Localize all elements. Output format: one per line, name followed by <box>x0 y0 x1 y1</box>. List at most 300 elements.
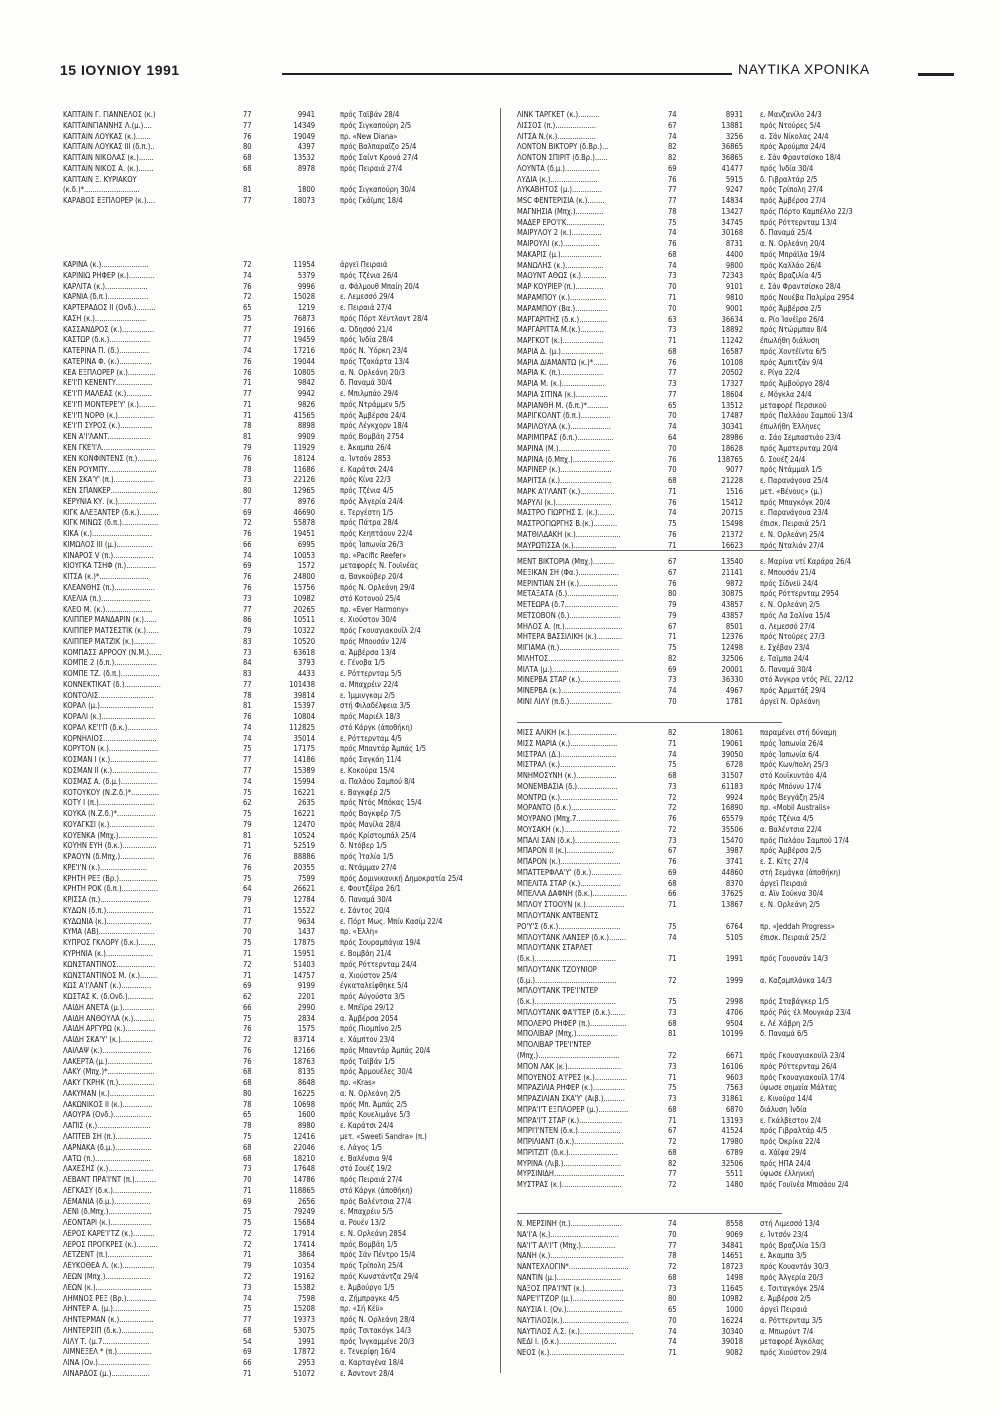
position-note: πρ. «Jeddah Progress» <box>760 921 835 931</box>
build-year: 74 <box>668 1326 677 1336</box>
position-note: πρός Ν. Ορλεάνη 29/4 <box>340 582 415 592</box>
ship-name: ΜΑΓΝΗΣΙΑ (Μπχ.)............. <box>517 206 604 216</box>
tonnage: 10805 <box>293 367 315 377</box>
position-note: πρός Άμβέρσα 24/4 <box>340 410 406 420</box>
tonnage: 11686 <box>293 464 315 474</box>
position-note: πρός Κρίστομπάλ 25/4 <box>340 830 417 840</box>
issue-date: 15 ΙΟΥΝΙΟΥ 1991 <box>60 62 180 78</box>
position-note: πρ. «Έλλη» <box>340 927 379 937</box>
build-year: 74 <box>668 131 677 141</box>
ship-name: ΛΑΚΕΡΤΑ (μ.)..................... <box>63 1056 153 1066</box>
position-note: ε. Σάν Φραντσίσκο 18/4 <box>760 153 841 163</box>
build-year: 73 <box>668 835 677 845</box>
ship-name: ΛΕΥΚΟΘΕΑ Λ. (κ.)............... <box>63 1261 155 1271</box>
build-year: 82 <box>668 653 677 663</box>
tonnage: 15470 <box>721 835 743 845</box>
ship-name: ΜΠΑΡΟΝ ΙΙ (κ.)...................... <box>517 846 614 856</box>
tonnage: 7563 <box>725 1083 743 1093</box>
ship-name: ΜΑΡΙΜΠΡΑΣ (δ.π.)................. <box>517 432 614 442</box>
position-note: ε. Ν. Ορλεάνη 2/5 <box>760 600 820 610</box>
position-note: πρός Ρόττερνταμ 2954 <box>760 589 839 599</box>
position-note: διάλυση Ίνδία <box>760 1104 807 1114</box>
build-year: 75 <box>668 217 677 227</box>
position-note: πρός Ταϊβάν 28/4 <box>340 110 400 119</box>
tonnage: 83714 <box>293 1035 315 1045</box>
ship-name: ΜΟΝΕΜΒΑΣΙΑ (δ.)................... <box>517 781 618 791</box>
tonnage: 15028 <box>293 292 315 302</box>
ship-name: ΜΠΡΙ'Ι'ΝΤΕΝ (δ.κ.).................... <box>517 1126 621 1136</box>
tonnage: 6995 <box>297 539 315 549</box>
build-year: 80 <box>243 142 252 152</box>
tonnage: 2635 <box>297 798 315 808</box>
build-year: 77 <box>668 185 677 195</box>
ship-name: ΚΕΑ ΕΞΠΛΟΡΕΡ (κ.)............. <box>63 367 156 377</box>
position-note: πρός Λα Σαλίνα 15/4 <box>760 610 831 620</box>
tonnage: 15522 <box>293 905 315 915</box>
position-note: πρός Βαγκφέρ 7/5 <box>340 809 402 819</box>
tonnage: 35506 <box>721 824 743 834</box>
build-year: 71 <box>243 399 252 409</box>
tonnage: 9247 <box>725 185 743 195</box>
position-note: πρός Γκουαγιακουΐλ 23/4 <box>760 1050 846 1060</box>
build-year: 74 <box>668 508 677 518</box>
ship-name: ΜΠΑΛΙ ΣΑΝ (δ.κ.)..................... <box>517 835 620 845</box>
ship-name: ΛΙΛΥ Τ. (μ.7...................... <box>63 1336 150 1346</box>
tonnage: 37625 <box>721 889 743 899</box>
position-note: α. Χιούστον 25/4 <box>340 970 398 980</box>
tonnage: 10982 <box>721 1294 743 1304</box>
position-note: α. Ρίο Ίανέϊρο 26/4 <box>760 314 824 324</box>
position-note: πρός Ντούρες 5/4 <box>760 120 821 130</box>
position-note: α. Άμβέρσα 2054 <box>340 1013 398 1023</box>
tonnage: 14786 <box>293 1175 315 1185</box>
build-year: 77 <box>243 765 252 775</box>
ship-name: ΚΑΠΤΑΙΝΓΙΑΝΝΗΣ Λ.(μ.).... <box>63 120 152 130</box>
build-year: 75 <box>668 997 677 1007</box>
position-note: δ. Παναμά 6/5 <box>760 1029 808 1039</box>
position-note: πρός Μπράϊλα 19/4 <box>760 249 826 259</box>
build-year: 82 <box>668 728 677 737</box>
build-year: 74 <box>243 346 252 356</box>
position-note: πρός Τζακάρτα 13/4 <box>340 356 410 366</box>
position-note: ε. Σ. Κίτς 27/4 <box>760 857 809 867</box>
ship-name: ΛΑΤΩ (π.).......................... <box>63 1153 151 1163</box>
position-note: πρός Πιομπίνο 2/5 <box>340 1024 402 1034</box>
position-note: ε. Σάν Φραντσίσκο 28/4 <box>760 282 841 292</box>
build-year: 77 <box>243 324 252 334</box>
build-year: 67 <box>668 567 677 577</box>
tonnage: 17648 <box>293 1164 315 1174</box>
build-year: 76 <box>243 1024 252 1034</box>
position-note: πρός Βαλέντσια 27/4 <box>340 1196 412 1206</box>
position-note: στό Άνγκρα ντός Ρέϊ, 22/12 <box>760 675 854 685</box>
tonnage: 1572 <box>297 561 315 571</box>
tonnage: 2953 <box>297 1358 315 1368</box>
tonnage: 43857 <box>721 610 743 620</box>
build-year: 70 <box>668 443 677 453</box>
build-year: 79 <box>243 626 252 636</box>
ship-name: ΜΟΥΣΑΚΗ (κ.).......................... <box>517 824 620 834</box>
tonnage: 26621 <box>293 884 315 894</box>
build-year: 76 <box>668 174 677 184</box>
ship-name: ΜΠΡΑΖΙΛΙΑΝ ΣΚΑ'Υ' (Αιβ.).......... <box>517 1094 625 1104</box>
tonnage: 9872 <box>725 578 743 588</box>
build-year: 73 <box>243 647 252 657</box>
build-year: 72 <box>243 260 252 269</box>
ship-name: ΜΠΕΛΙΤΑ ΣΤΑΡ (κ.)................... <box>517 878 621 888</box>
ship-name: ΛΕΡΟΣ ΚΑΡΕ'Ι'ΤΖ (κ.).......... <box>63 1228 155 1238</box>
build-year: 73 <box>668 1283 677 1293</box>
build-year: 69 <box>243 507 252 517</box>
build-year: 68 <box>668 771 677 781</box>
ship-name: ΚΑΡΑΒΟΣ ΕΞΠΛΟΡΕΡ (κ.).... <box>63 196 156 206</box>
ship-name: ΜΟΝΤΡΩ (κ.)........................... <box>517 792 618 802</box>
ship-name: ΛΑΡΝΑΚΑ (δ.μ.)................. <box>63 1142 152 1152</box>
ship-name: ΚΛΙΠΠΕΡ ΜΑΤΖΙΚ (κ.).......... <box>63 636 156 646</box>
ship-name: ΛΑΚΥ ΓΚΡΗΚ (π.)................. <box>63 1078 155 1088</box>
header-rule <box>282 73 732 75</box>
ship-name: ΚΙΟΥΓΚΑ ΤΣΗΦ (π.).............. <box>63 561 157 571</box>
tonnage: 36865 <box>721 153 743 163</box>
ship-name: ΜΑΡΙΑ Δ. (μ.).................... <box>517 346 604 356</box>
tonnage: 3793 <box>297 658 315 668</box>
tonnage: 13427 <box>721 206 743 216</box>
position-note: πρός Σίδνεϋ 24/4 <box>760 578 818 588</box>
tonnage: 9634 <box>297 916 315 926</box>
ship-name: ΛΥΔΙΑ (κ.)...................... <box>517 174 598 184</box>
tonnage: 10108 <box>721 357 743 367</box>
build-year: 72 <box>668 792 677 802</box>
tonnage: 16221 <box>293 809 315 819</box>
build-year: 68 <box>668 1272 677 1282</box>
position-note: πρός Μπουσάν 12/4 <box>340 636 407 646</box>
build-year: 71 <box>243 905 252 915</box>
ship-name: ΜΑΟΥΝΤ ΑΘΩΣ (κ.)............ <box>517 271 607 281</box>
publication-title: ΝΑΥΤΙΚΑ ΧΡΟΝΙΚΑ <box>738 61 870 77</box>
tonnage: 10698 <box>293 1099 315 1109</box>
ship-name: ΛΑΚΩΝΙΚΟΣ ΙΙ (κ.).............. <box>63 1099 153 1109</box>
ship-name: ΜΑΡ ΚΟΥΡΙΕΡ (π.)............. <box>517 282 604 292</box>
tonnage: 12784 <box>293 895 315 905</box>
tonnage: 1781 <box>725 696 743 706</box>
position-note: πρός Σαγκάη 11/4 <box>340 755 402 765</box>
tonnage: 15994 <box>293 776 315 786</box>
tonnage: 8978 <box>297 163 315 173</box>
build-year: 81 <box>243 830 252 840</box>
ship-name: ΜΕΞΙΚΑΝ ΣΗ (Φα.)................... <box>517 567 619 577</box>
position-note: πρός Μπ. Άμπάς 2/5 <box>340 1099 408 1109</box>
ship-name: ΛΗΝΤΕΡΜΑΝ (κ.)................ <box>63 1315 154 1325</box>
tonnage: 16221 <box>293 787 315 797</box>
ship-name: ΚΟΣΜΑΣ Α. (δ.μ.)................. <box>63 776 158 786</box>
tonnage: 18061 <box>721 728 743 737</box>
tonnage: 41477 <box>721 163 743 173</box>
position-note: ε. Ν. Ορλεάνη 2854 <box>340 1228 407 1238</box>
position-note: ε. Βαγκφέρ 2/5 <box>340 787 391 797</box>
ship-name: (Μπχ.)...................................... <box>517 1050 620 1060</box>
tonnage: 1437 <box>297 927 315 937</box>
position-note: πρός Μαριέλ 18/3 <box>340 712 401 722</box>
position-note: πρός Ίνδία 28/4 <box>340 335 394 345</box>
ship-name: ΝΑΝΤΕΧΛΟΓΙΝ*............................ <box>517 1262 629 1272</box>
tonnage: 4706 <box>725 1007 743 1017</box>
position-note: πρός Πάτρα 28/4 <box>340 518 399 528</box>
position-note: στό Κάργκ (άποθήκη) <box>340 1185 413 1195</box>
build-year: 74 <box>668 1337 677 1347</box>
build-year: 71 <box>668 336 677 346</box>
ship-name: ΛΕΓΚΑΣΥ (δ.κ.).................. <box>63 1185 152 1195</box>
ship-name: ΜΙΣΤΡΑΛ (κ.).......................... <box>517 760 616 770</box>
ship-name: ΜΠΡΙΛΙΑΝΤ (δ.κ.)....................... <box>517 1137 624 1147</box>
position-note: στή Φιλαδέλφεια 3/5 <box>340 701 411 711</box>
position-note: πρός Όκρίκα 22/4 <box>760 1137 821 1147</box>
ship-name: ΚΕ'Ι'Π ΜΟΝΤΕΡΕ'Υ' (κ.)........ <box>63 399 156 409</box>
build-year: 73 <box>668 1061 677 1071</box>
position-note: πρός Τζένια 4/5 <box>340 486 394 496</box>
build-year: 74 <box>243 722 252 732</box>
tonnage: 13532 <box>293 153 315 163</box>
tonnage: 22126 <box>293 475 315 485</box>
ship-name: ΚΟΜΠΕ ΤΖ. (δ.π.).................. <box>63 669 160 679</box>
build-year: 68 <box>243 1067 252 1077</box>
ship-name: ΜΙΓΙΑΜΑ (π.)............................ <box>517 643 620 653</box>
position-note: πρός Κωνστάντζα 29/4 <box>340 1271 419 1281</box>
ship-name: ΚΥΔΩΝ (δ.π.)...................... <box>63 905 154 915</box>
position-note: μεταφορέ Περσικοῦ <box>760 400 827 410</box>
tonnage: 9924 <box>725 792 743 802</box>
ship-name: ΛΑΙΔΗ ΑΡΓΥΡΩ (κ.).............. <box>63 1024 156 1034</box>
ship-name: ΚΕΝ ΓΚΕ'Ι'Λ......................... <box>63 443 156 453</box>
build-year: 72 <box>668 1262 677 1272</box>
position-note: πρός Σαίντ Κρουά 27/4 <box>340 153 419 163</box>
build-year: 76 <box>668 497 677 507</box>
build-year: 70 <box>668 411 677 421</box>
tonnage: 9199 <box>297 981 315 991</box>
ship-name: ΝΑ'Ι'Τ ΑΛ'Ι'Τ (Μπχ.)................ <box>517 1240 616 1250</box>
ship-name: ΜΠΟΛΙΒΑΡ (Μπχ.)................... <box>517 1029 618 1039</box>
ship-name: ΛΑΠΙΣ (κ.)......................... <box>63 1121 151 1131</box>
build-year: 71 <box>668 954 677 964</box>
tonnage: 10199 <box>721 1029 743 1039</box>
position-note: ύψωσε έλληνική <box>760 1169 815 1179</box>
build-year: 75 <box>243 1132 252 1142</box>
build-year: 76 <box>243 852 252 862</box>
build-year: 77 <box>668 368 677 378</box>
build-year: 77 <box>243 110 252 119</box>
ship-name: ΚΟΝΝΕΚΤΙΚΑΤ (δ.)................. <box>63 679 161 689</box>
tonnage: 53075 <box>293 1325 315 1335</box>
ship-name: ΚΥΜΑ (ΑΒ).......................... <box>63 927 155 937</box>
build-year: 78 <box>243 1121 252 1131</box>
ship-name: ΛΑΙΔΗ ΑΝΕΤΑ (μ.)............... <box>63 1002 155 1012</box>
ship-name: ΚΟΣΜΑΝ Ι (κ.)...................... <box>63 755 158 765</box>
build-year: 83 <box>243 636 252 646</box>
ship-name: ΜΥΡΙΝΑ (Λιβ.)........................... <box>517 1158 622 1168</box>
build-year: 75 <box>243 1013 252 1023</box>
position-note: πρός Ταϊβάν 1/5 <box>340 1056 395 1066</box>
ship-name: ΜΑΡΙΤΣΑ (κ.)........................ <box>517 476 612 486</box>
tonnage: 19162 <box>293 1271 315 1281</box>
position-note: πρός Χιούστον 29/4 <box>760 1348 828 1358</box>
ship-name: ΜΕΤΣΟΒΟΝ (δ.)........................ <box>517 610 621 620</box>
position-note: πρ. «Pacific Reefer» <box>340 550 407 560</box>
build-year: 80 <box>243 486 252 496</box>
position-note: α. Μπαχρέιν 22/4 <box>340 679 399 689</box>
position-note: πρός Γιβραλτάρ 4/5 <box>760 1126 828 1136</box>
tonnage: 16890 <box>721 803 743 813</box>
build-year: 77 <box>243 604 252 614</box>
position-note: ε. Καράτσι 24/4 <box>340 1121 394 1131</box>
tonnage: 13193 <box>721 1115 743 1125</box>
tonnage: 4400 <box>725 249 743 259</box>
ship-name: ΚΕΝ ΡΟΥΜΠΥ....................... <box>63 464 157 474</box>
build-year: 82 <box>668 142 677 152</box>
tonnage: 19451 <box>293 529 315 539</box>
build-year: 77 <box>243 496 252 506</box>
position-note: πρός Βραζιλία 15/3 <box>760 1240 826 1250</box>
tonnage: 4433 <box>297 669 315 679</box>
position-note: ε. Λεμεσσό 29/4 <box>340 292 395 302</box>
build-year: 71 <box>243 378 252 388</box>
position-note: στό Κοτονού 25/4 <box>340 593 401 603</box>
ship-name: ΚΟΣΜΑΝ ΙΙ (κ.)..................... <box>63 765 158 775</box>
build-year: 62 <box>243 992 252 1002</box>
tonnage: 15951 <box>293 949 315 958</box>
position-note: έπισκ. Πειραιά 25/1 <box>760 519 827 529</box>
position-note: πρός Γκάϊμπς 18/4 <box>340 196 403 206</box>
ship-name: ΜΠΛΟΥΤΑΝΚ ΤΖΟΥΝΙΟΡ <box>517 964 597 974</box>
position-note: ε. Ν. Ορλεάνη 2/5 <box>760 900 820 910</box>
build-year: 75 <box>668 643 677 653</box>
ship-name: ΜΙΣΣ ΜΑΡΙΑ (κ.)...................... <box>517 738 618 748</box>
position-note: ε. Παρανάγουα 23/4 <box>760 508 829 518</box>
build-year: 76 <box>668 239 677 249</box>
tonnage: 14757 <box>293 970 315 980</box>
ship-name: ΚΛΕΑΝΘΗΣ (π.)................... <box>63 582 155 592</box>
build-year: 68 <box>668 476 677 486</box>
tonnage: 7599 <box>297 873 315 883</box>
ship-name: (δ.κ.)...................................... <box>517 954 617 964</box>
ship-name: ΜΕΝΤ ΒΙΚΤΟΡΙΑ (Μπχ.).......... <box>517 557 615 566</box>
position-note: α. Ρουέν 13/2 <box>340 1218 386 1228</box>
position-note: α. Ν. Ορλεάνη 20/4 <box>760 239 826 249</box>
ship-name: ΚΕΡΥΝΙΑ ΚΥ. (κ.).................. <box>63 496 157 506</box>
build-year: 71 <box>668 900 677 910</box>
ship-name: ΛΑΙΔΗ ΑΝΘΟΥΛΑ (κ.).......... <box>63 1013 155 1023</box>
tonnage: 31507 <box>721 771 743 781</box>
ship-name: ΜΑΡΙΑ ΔΙΑΜΑΝΤΩ (κ.)*....... <box>517 357 609 367</box>
ship-name: ΛΟΝΤΟΝ ΣΠΙΡΙΤ (δ.Βρ.)...... <box>517 153 608 163</box>
position-note: ε. Άκαμπα 26/4 <box>340 443 392 453</box>
ship-name: ΝΑΥΤΙΛΟΣ(κ.)............................... <box>517 1315 629 1325</box>
build-year: 72 <box>243 959 252 969</box>
tonnage: 2656 <box>297 1196 315 1206</box>
build-year: 74 <box>243 733 252 743</box>
build-year: 68 <box>668 1018 677 1028</box>
ship-name: ΚΑΤΕΡΙΝΑ Π. (δ.).............. <box>63 346 150 356</box>
ship-name: ΜΑΡΙΝΑ (Μ.)........................ <box>517 443 610 453</box>
position-note: πρός Κων/πολη 25/3 <box>760 760 829 770</box>
position-note: πρός Ίαπωνία 6/4 <box>760 749 819 759</box>
ship-name: ΜΑΡΑΜΠΟΥ (Βα.)............... <box>517 303 608 313</box>
ship-name: ΜΠΑΡΟΝ (κ.)............................ <box>517 857 621 867</box>
ship-name: ΚΩΝΣΤΑΝΤΙΝΟΣ.................. <box>63 959 155 969</box>
tonnage: 20715 <box>721 508 743 518</box>
tonnage: 17216 <box>293 346 315 356</box>
build-year: 74 <box>243 550 252 560</box>
build-year: 71 <box>668 1072 677 1082</box>
tonnage: 55878 <box>293 518 315 528</box>
ship-name: ΜΠΛΟΥ ΣΤΟΟΥΝ (κ.).................. <box>517 900 625 910</box>
ship-name: ΛΕΟΝΤΑΡΙ (κ.)................... <box>63 1218 152 1228</box>
build-year: 70 <box>243 927 252 937</box>
tonnage: 43857 <box>721 600 743 610</box>
build-year: 78 <box>243 421 252 431</box>
build-year: 71 <box>668 540 677 550</box>
tonnage: 13512 <box>721 400 743 410</box>
tonnage: 30341 <box>721 422 743 432</box>
tonnage: 16225 <box>293 1088 315 1098</box>
position-note: ε. Κινούρα 14/4 <box>760 1094 813 1104</box>
position-note: πρός ΗΠΑ 24/4 <box>760 1158 811 1168</box>
position-note: α. Βαλέντσια 22/4 <box>760 824 822 834</box>
position-note: α. Μπωρύντ 7/4 <box>760 1326 814 1336</box>
ship-name: ΡΟ'Υ'Σ (δ.κ.)............................. <box>517 921 621 931</box>
position-note: πρός Τρίπολη 27/4 <box>760 185 824 195</box>
build-year: 72 <box>668 1050 677 1060</box>
build-year: 66 <box>668 889 677 899</box>
ship-name: ΜΙΣΣ ΑΛΙΚΗ (κ.)...................... <box>517 728 617 737</box>
position-note: α. Ν. Ορλεάνη 20/3 <box>340 367 406 377</box>
ship-name: ΚΟΝΤΟΛΙΣ.......................... <box>63 690 154 700</box>
position-note: πρός Παλάου Σαμπού 17/4 <box>760 835 850 845</box>
build-year: 75 <box>668 921 677 931</box>
position-note: ε. Λάγος 1/5 <box>340 1142 383 1152</box>
build-year: 74 <box>668 686 677 696</box>
position-note: α. Αϊν Σούκνα 30/4 <box>760 889 824 899</box>
ship-name: ΚΡΕ'Ι'Ν (κ.)...................... <box>63 862 148 872</box>
ship-name: ΚΑΣΗ (κ.)........................ <box>63 313 147 323</box>
tonnage: 15412 <box>721 497 743 507</box>
tonnage: 9996 <box>297 281 315 291</box>
position-note: έπωλήθη Έλληνες <box>760 422 821 432</box>
build-year: 76 <box>243 572 252 582</box>
ship-name: ΚΛΙΠΠΕΡ ΜΑΤΣΕΣΤΙΚ (κ.)...... <box>63 626 159 636</box>
position-note: μεταφορές Ν. Γουϊνέας <box>340 561 419 571</box>
tonnage: 9077 <box>725 465 743 475</box>
build-year: 72 <box>668 803 677 813</box>
build-year: 76 <box>668 578 677 588</box>
position-note: πρός Νουέβα Παλμίρα 2954 <box>760 293 855 303</box>
tonnage: 63618 <box>293 647 315 657</box>
ship-name: ΝΑΥΤΙΛΟΣ Λ.Σ. (κ.)......................... <box>517 1326 634 1336</box>
ship-name: ΚΑΠΤΑΙΝ Ξ. ΚΥΡΙΑΚΟΥ <box>63 174 137 184</box>
tonnage: 1516 <box>725 486 743 496</box>
ship-name: ΜΙΝΕΡΒΑ (κ.)............................ <box>517 686 621 696</box>
position-note: α. Λεμεσσό 27/4 <box>760 621 815 631</box>
tonnage: 20265 <box>293 604 315 614</box>
tonnage: 36865 <box>721 142 743 152</box>
ship-name: ΛΕΝΙ (δ.Μπχ.).................... <box>63 1207 152 1217</box>
build-year: 71 <box>668 1348 677 1358</box>
ship-name: ΜΑΡΙΑ Μ. (κ.).................... <box>517 379 605 389</box>
position-note: πρ. «Kras» <box>340 1078 376 1088</box>
position-note: ε. Πόρτ Μως. Μπίν Κασίμ 22/4 <box>340 916 443 926</box>
ship-name: Ν. ΜΕΡΣΙΝΗ (π.)........................ <box>517 1219 622 1228</box>
build-year: 75 <box>668 760 677 770</box>
tonnage: 8731 <box>725 239 743 249</box>
build-year: 81 <box>243 432 252 442</box>
